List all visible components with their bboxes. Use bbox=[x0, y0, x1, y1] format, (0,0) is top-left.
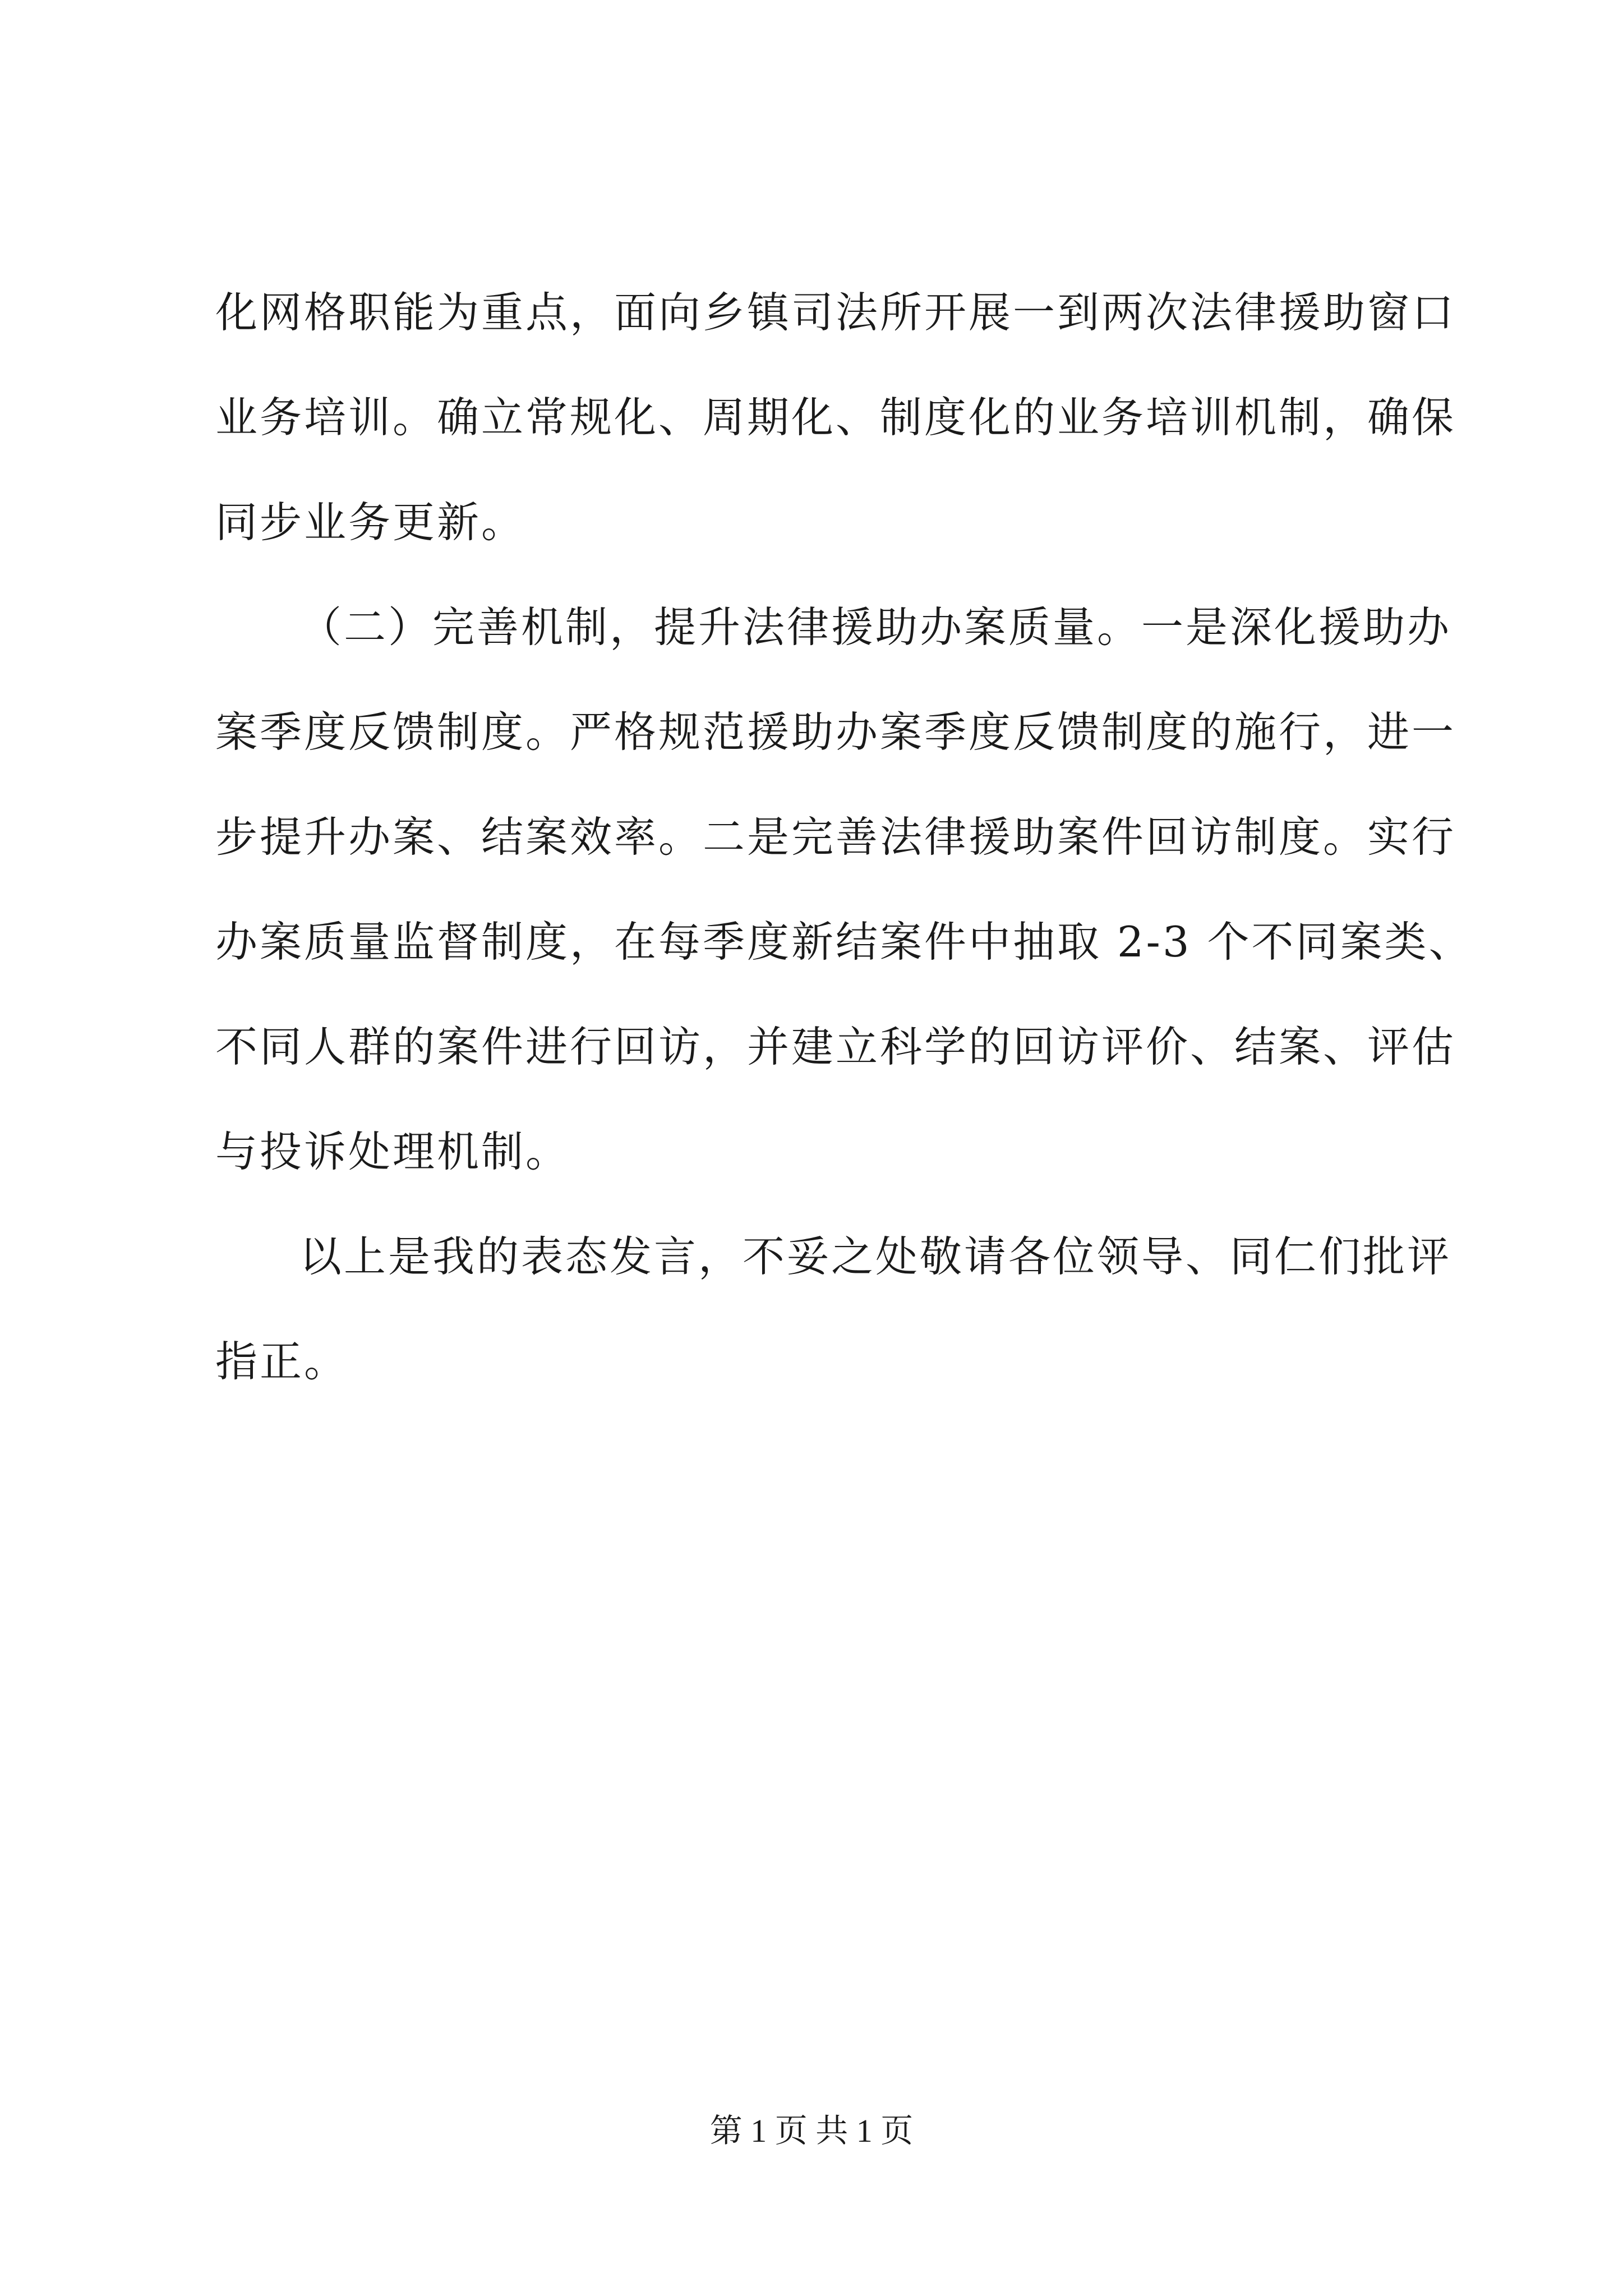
paragraph-line: 不同人群的案件进行回访，并建立科学的回访评价、结案、评估 bbox=[215, 1022, 1456, 1071]
paragraph-line: 与投诉处理机制。 bbox=[215, 1127, 570, 1176]
paragraph-line: 指正。 bbox=[215, 1337, 349, 1386]
document-body bbox=[215, 288, 1473, 1446]
paragraph-2 bbox=[215, 602, 1473, 1176]
paragraph-1 bbox=[215, 288, 1456, 547]
paragraph-line: 案季度反馈制度。严格规范援助办案季度反馈制度的施行，进一 bbox=[215, 707, 1456, 757]
page-footer: 第 1 页 共 1 页 bbox=[709, 2113, 914, 2149]
paragraph-line: 业务培训。确立常规化、周期化、制度化的业务培训机制，确保 bbox=[215, 393, 1456, 442]
paragraph-line: 办案质量监督制度，在每季度新结案件中抽取 2-3 个不同案类、 bbox=[215, 917, 1473, 967]
paragraph-line: （二）完善机制，提升法律援助办案质量。一是深化援助办 bbox=[299, 602, 1452, 652]
paragraph-line: 化网格职能为重点，面向乡镇司法所开展一到两次法律援助窗口 bbox=[215, 288, 1456, 337]
paragraph-line: 以上是我的表态发言，不妥之处敬请各位领导、同仁们批评 bbox=[299, 1232, 1452, 1281]
paragraph-line: 同步业务更新。 bbox=[215, 498, 526, 547]
paragraph-3 bbox=[215, 1232, 1452, 1386]
paragraph-line: 步提升办案、结案效率。二是完善法律援助案件回访制度。实行 bbox=[215, 812, 1456, 862]
